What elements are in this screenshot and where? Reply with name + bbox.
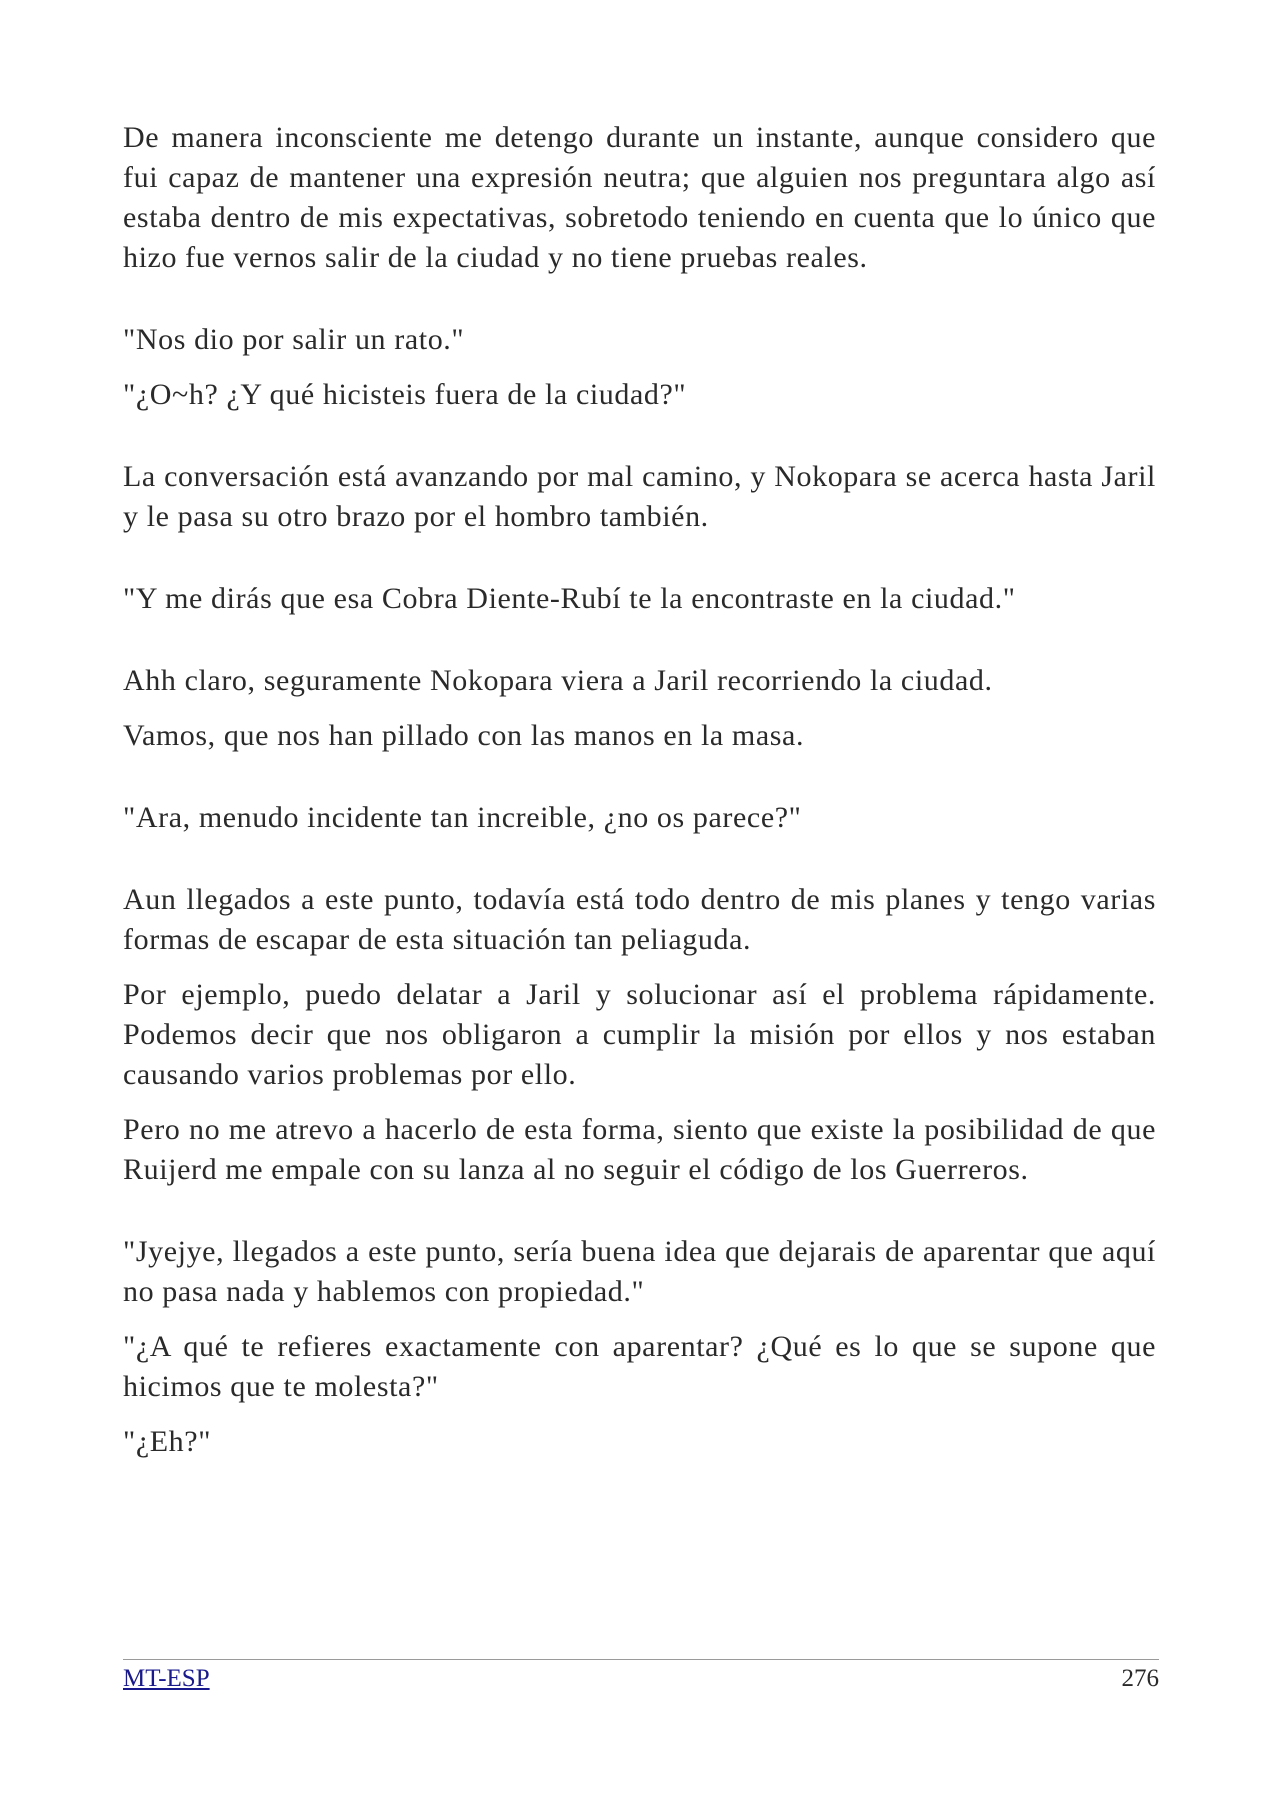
paragraph: Vamos, que nos han pillado con las manos en la masa.	[123, 719, 805, 752]
paragraph: Por ejemplo, puedo delatar a Jaril y solucionar así el problema rápidamente. Podemos decir que nos obligaron a cumplir la misión por ellos y nos estaban causando varios problemas por ello.	[123, 978, 1156, 1091]
paragraph: De manera inconsciente me detengo durante un instante, aunque considero que fui capaz de mantener una expresión neutra; que alguien nos preguntara algo así estaba dentro de mis expectativas, sobretodo teniendo en cuenta que lo único que hizo fue vernos salir de la ciudad y no tiene pruebas reales.	[123, 121, 1156, 274]
paragraph: Pero no me atrevo a hacerlo de esta forma, siento que existe la posibilidad de que Ruijerd me empale con su lanza al no seguir el código de los Guerreros.	[123, 1113, 1156, 1186]
paragraph: "Jyejye, llegados a este punto, sería buena idea que dejarais de aparentar que aquí no pasa nada y hablemos con propiedad."	[123, 1235, 1156, 1308]
paragraph: "Y me dirás que esa Cobra Diente-Rubí te la encontraste en la ciudad."	[123, 582, 1016, 615]
paragraph: Aun llegados a este punto, todavía está todo dentro de mis planes y tengo varias formas de escapar de esta situación tan peliaguda.	[123, 883, 1156, 956]
footer-brand-link[interactable]: MT-ESP	[123, 1665, 210, 1692]
paragraph: "Ara, menudo incidente tan increible, ¿no os parece?"	[123, 801, 802, 834]
paragraph: "Nos dio por salir un rato."	[123, 323, 465, 356]
page-footer	[123, 1659, 1159, 1694]
paragraph: "¿O~h? ¿Y qué hicisteis fuera de la ciudad?"	[123, 378, 687, 411]
page-body	[123, 118, 1156, 1462]
paragraph: "¿Eh?"	[123, 1425, 212, 1458]
page-number: 276	[1121, 1665, 1159, 1692]
paragraph: Ahh claro, seguramente Nokopara viera a Jaril recorriendo la ciudad.	[123, 664, 993, 697]
paragraph: "¿A qué te refieres exactamente con aparentar? ¿Qué es lo que se supone que hicimos que te molesta?"	[123, 1330, 1156, 1403]
paragraph: La conversación está avanzando por mal camino, y Nokopara se acerca hasta Jaril y le pasa su otro brazo por el hombro también.	[123, 460, 1156, 533]
